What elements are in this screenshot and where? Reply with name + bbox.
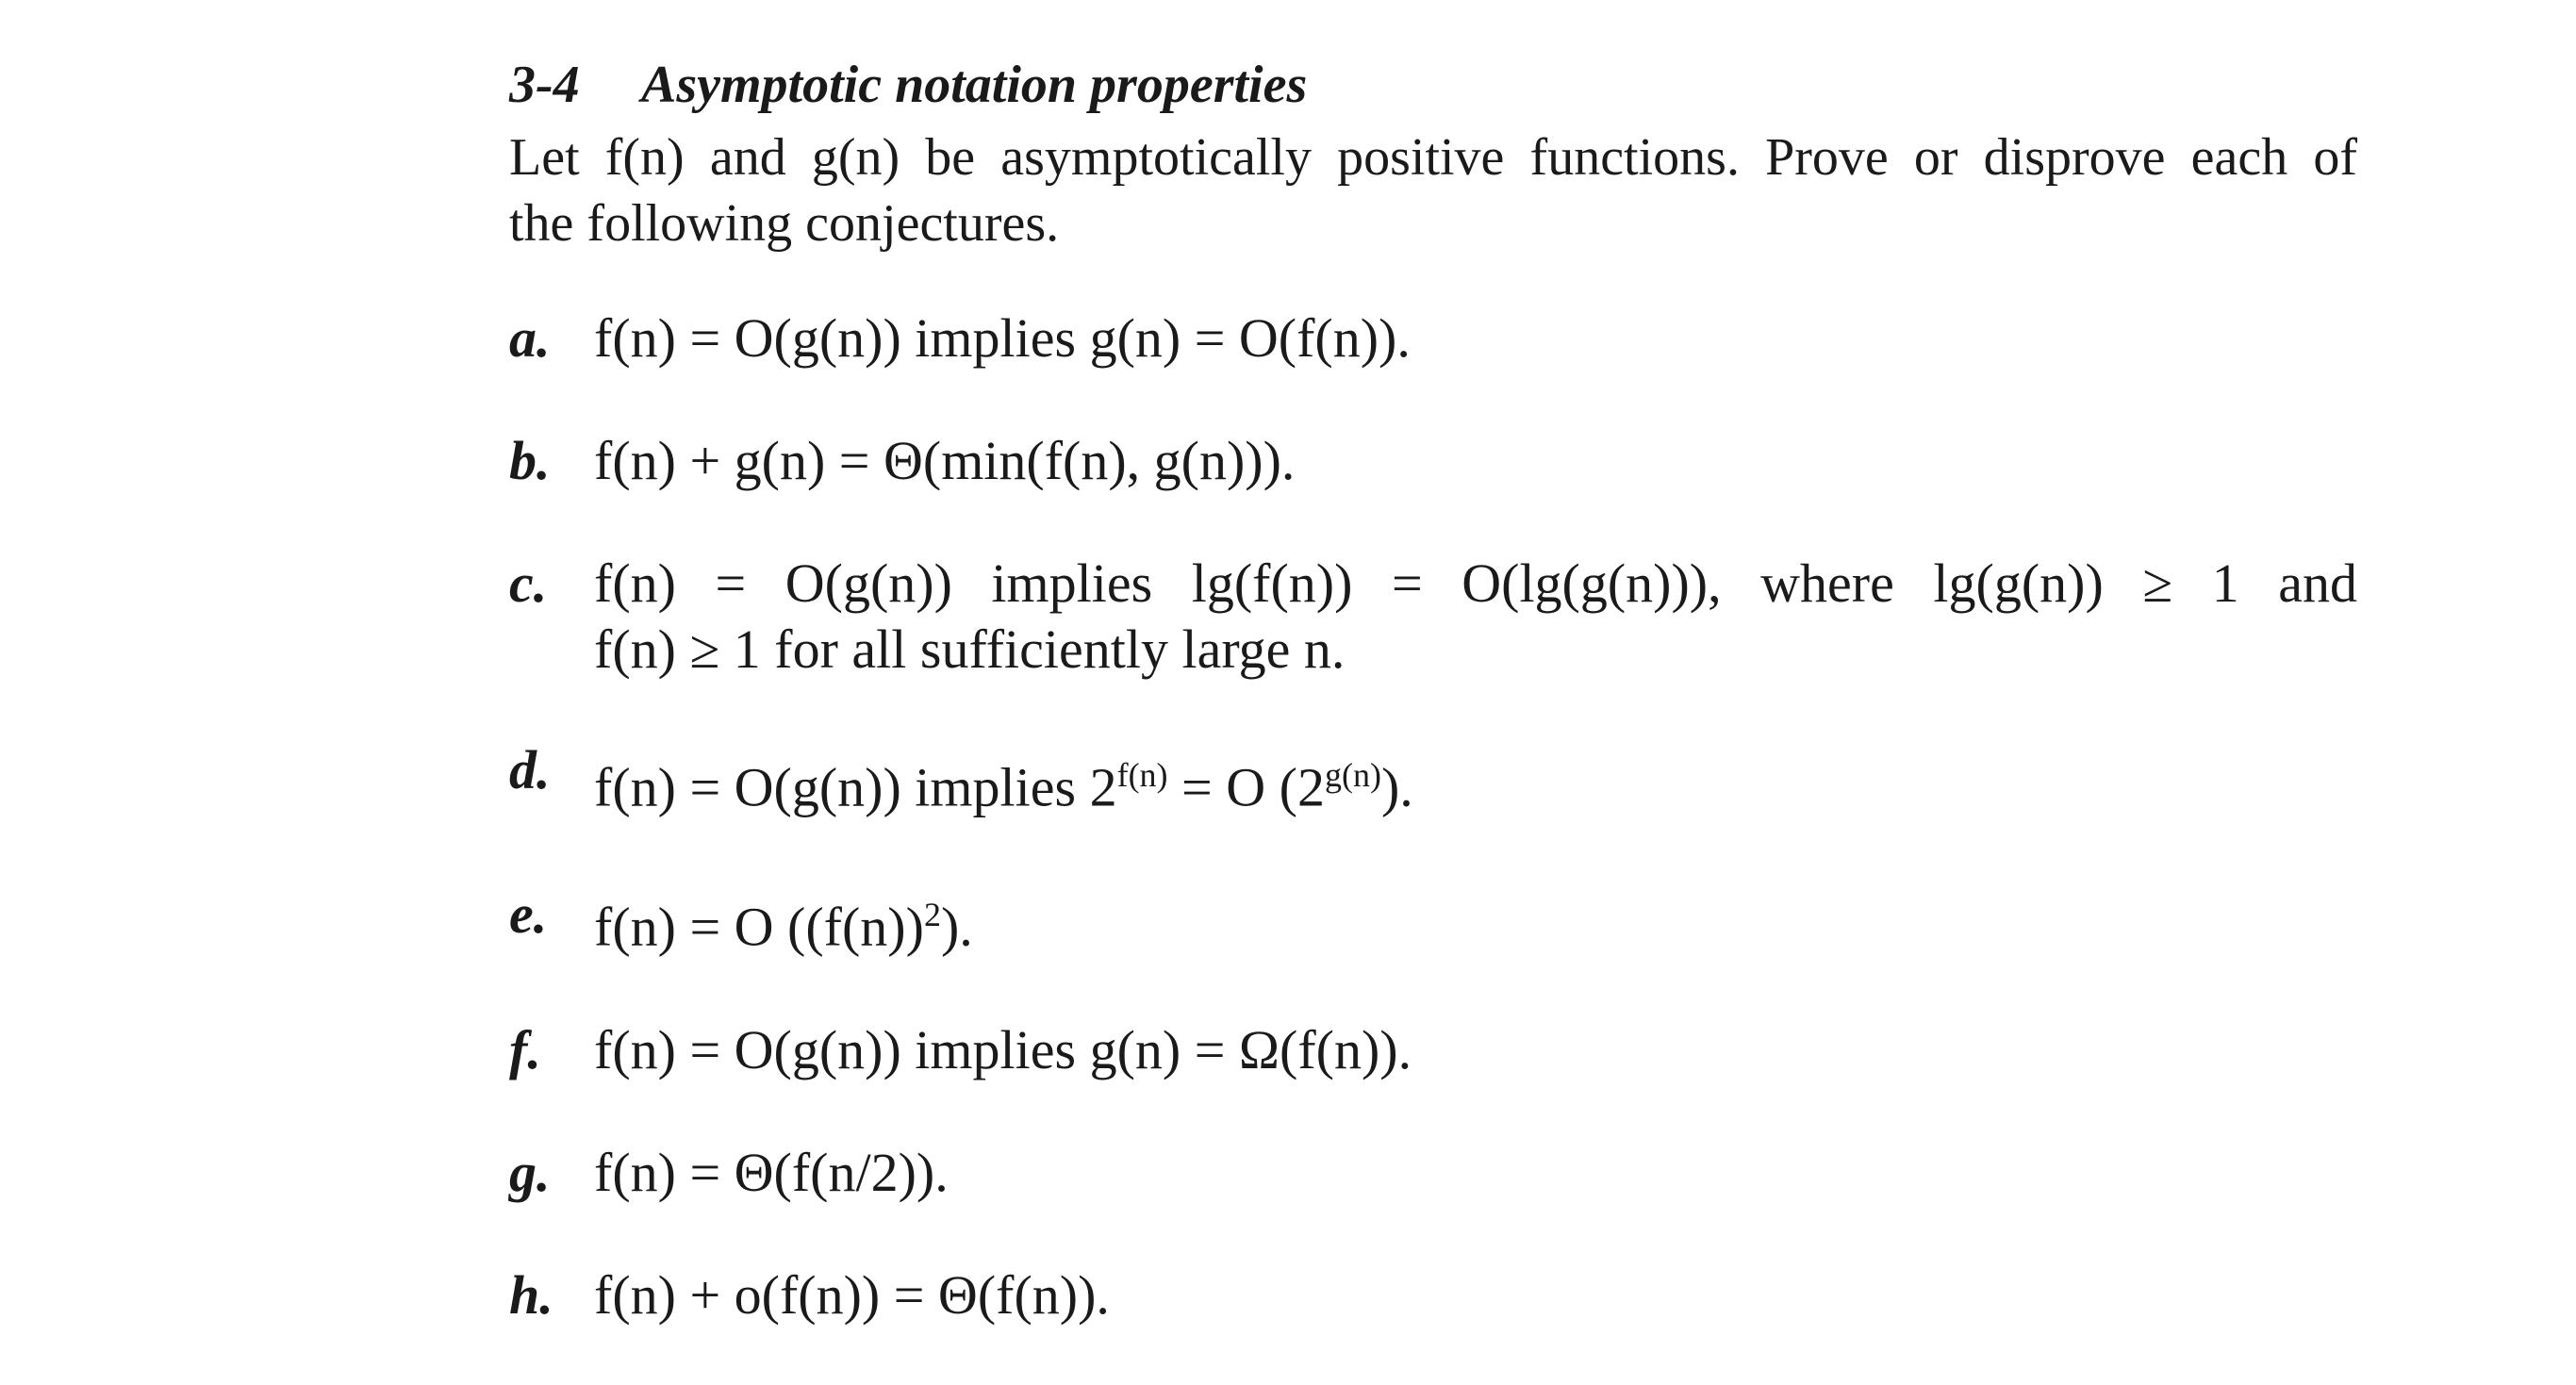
conjecture-c bbox=[509, 551, 2357, 683]
problem-intro bbox=[509, 124, 2357, 256]
conjecture-text bbox=[594, 882, 2357, 960]
conjecture-text-part: f(n) = O(g(n)) implies 2 bbox=[594, 756, 1117, 818]
conjecture-letter: g. bbox=[509, 1141, 551, 1203]
conjecture-letter: a. bbox=[509, 307, 551, 369]
problem-header bbox=[509, 47, 2357, 123]
conjecture-text-continuation: f(n) ≥ 1 for all sufficiently large n. bbox=[594, 618, 1346, 680]
superscript: g(n) bbox=[1324, 756, 1381, 794]
conjecture-text: f(n) + g(n) = Θ(min(f(n), g(n))). bbox=[594, 430, 1296, 491]
conjecture-text: f(n) = O(g(n)) implies g(n) = Ω(f(n)). bbox=[594, 1018, 1412, 1080]
conjecture-list bbox=[509, 305, 2357, 1328]
conjecture-d bbox=[509, 737, 2357, 825]
conjecture-a bbox=[509, 305, 2357, 371]
conjecture-letter: d. bbox=[509, 739, 551, 800]
conjecture-text: f(n) = O(g(n)) implies g(n) = O(f(n)). bbox=[594, 307, 1411, 369]
superscript: f(n) bbox=[1116, 756, 1168, 794]
conjecture-e bbox=[509, 882, 2357, 960]
conjecture-letter: f. bbox=[509, 1018, 541, 1080]
conjecture-letter: b. bbox=[509, 430, 551, 491]
conjecture-text-part: ). bbox=[940, 896, 973, 958]
conjecture-text bbox=[594, 737, 2357, 825]
conjecture-text-part: = O (2 bbox=[1167, 756, 1325, 818]
conjecture-text-part: ). bbox=[1380, 756, 1413, 818]
conjecture-h bbox=[509, 1262, 2357, 1328]
textbook-page bbox=[509, 47, 2357, 1385]
conjecture-b bbox=[509, 428, 2357, 494]
intro-line-1: Let f(n) and g(n) be asymptotically positive functions. Prove or disprove each of bbox=[509, 128, 2357, 187]
intro-line-2: the following conjectures. bbox=[509, 194, 1060, 253]
conjecture-letter: c. bbox=[509, 552, 548, 614]
superscript: 2 bbox=[923, 896, 941, 934]
conjecture-letter: h. bbox=[509, 1263, 553, 1326]
conjecture-g bbox=[509, 1140, 2357, 1206]
conjecture-text: f(n) = O(g(n)) implies lg(f(n)) = O(lg(g(n))), where lg(g(n)) ≥ 1 and bbox=[594, 552, 2357, 614]
conjecture-letter: e. bbox=[509, 883, 548, 946]
conjecture-f bbox=[509, 1017, 2357, 1083]
conjecture-text: f(n) = Θ(f(n/2)). bbox=[594, 1141, 949, 1203]
problem-title: Asymptotic notation properties bbox=[641, 56, 1308, 114]
conjecture-text-part: f(n) = O ((f(n)) bbox=[594, 896, 924, 958]
conjecture-text: f(n) + o(f(n)) = Θ(f(n)). bbox=[594, 1263, 1110, 1326]
problem-number: 3-4 bbox=[509, 56, 580, 114]
